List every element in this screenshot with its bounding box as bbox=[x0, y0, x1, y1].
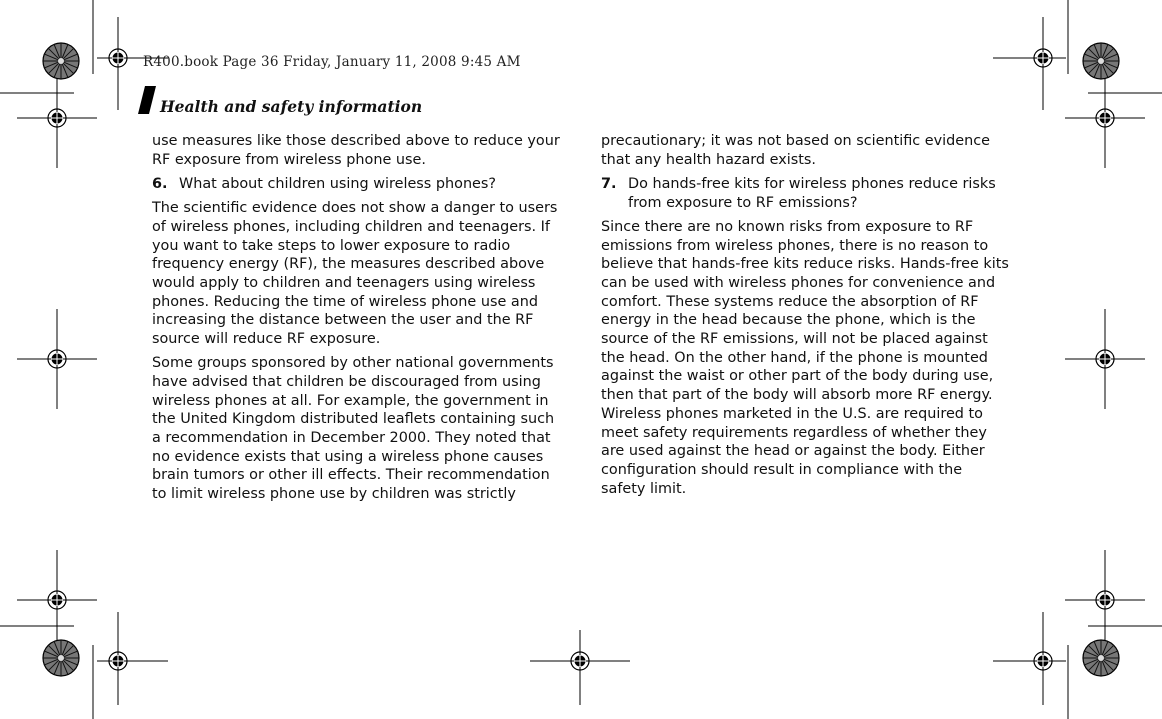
question-7 bbox=[601, 175, 1009, 212]
paragraph: Some groups sponsored by other national governments have advised that children be discouraged from using wireless phones at all. For example, the government in the United Kingdom distributed leaflets containing such a recommendation in December 2000. They noted that no evidence exists that using a wireless phone causes brain tumors or other ill effects. Their recommendation to limit wireless phone use by children was strictly bbox=[152, 355, 555, 503]
section-title: Health and safety information bbox=[160, 97, 423, 116]
question-number: 6. bbox=[152, 175, 168, 192]
starburst-mark-icon bbox=[43, 640, 79, 676]
question-6 bbox=[152, 175, 560, 194]
left-column bbox=[152, 132, 560, 509]
registration-mark-icon bbox=[1030, 648, 1056, 674]
registration-mark-icon bbox=[1092, 105, 1118, 131]
starburst-mark-icon bbox=[43, 43, 79, 79]
registration-mark-icon bbox=[105, 45, 131, 71]
question-text: What about children using wireless phones? bbox=[179, 175, 497, 192]
paragraph: precautionary; it was not based on scientific evidence that any health hazard exists. bbox=[601, 133, 991, 168]
paragraph: Since there are no known risks from exposure to RF emissions from wireless phones, there is no reason to believe that hands-free kits reduce risks. Hands-free kits can be used with wireless phones for convenience and comfort. These systems reduce the absorption of RF energy in the head because the phone, which is the source of the RF emissions, will not be placed against the head. On the other hand, if the phone is mounted against the waist or other part of the body during use, then that part of the body will absorb more RF energy. Wireless phones marketed in the U.S. are required to meet safety requirements regardless of whether they are used against the head or against the body. Either configuration should result in compliance with the safety limit. bbox=[601, 218, 1009, 497]
paragraph: The scientific evidence does not show a danger to users of wireless phones, including children and teenagers. If you want to take steps to lower exposure to radio frequency energy (RF), the measures described above would apply to children and teenagers using wireless phones. Reducing the time of wireless phone use and increasing the distance between the user and the RF source will reduce RF exposure. bbox=[152, 200, 558, 348]
section-bar-icon bbox=[138, 86, 156, 114]
right-column bbox=[601, 132, 1009, 504]
paragraph: use measures like those described above to reduce your RF exposure from wireless phone use. bbox=[152, 133, 560, 168]
starburst-mark-icon bbox=[1083, 640, 1119, 676]
question-text: Do hands-free kits for wireless phones reduce risks from exposure to RF emissions? bbox=[628, 175, 996, 211]
starburst-mark-icon bbox=[1083, 43, 1119, 79]
registration-mark-icon bbox=[1092, 346, 1118, 372]
question-number: 7. bbox=[601, 175, 617, 192]
registration-mark-icon bbox=[567, 648, 593, 674]
registration-mark-icon bbox=[44, 587, 70, 613]
registration-mark-icon bbox=[105, 648, 131, 674]
registration-mark-icon bbox=[44, 346, 70, 372]
book-file-header: R400.book Page 36 Friday, January 11, 2008 9:45 AM bbox=[143, 54, 521, 70]
registration-mark-icon bbox=[44, 105, 70, 131]
registration-mark-icon bbox=[1030, 45, 1056, 71]
registration-mark-icon bbox=[1092, 587, 1118, 613]
